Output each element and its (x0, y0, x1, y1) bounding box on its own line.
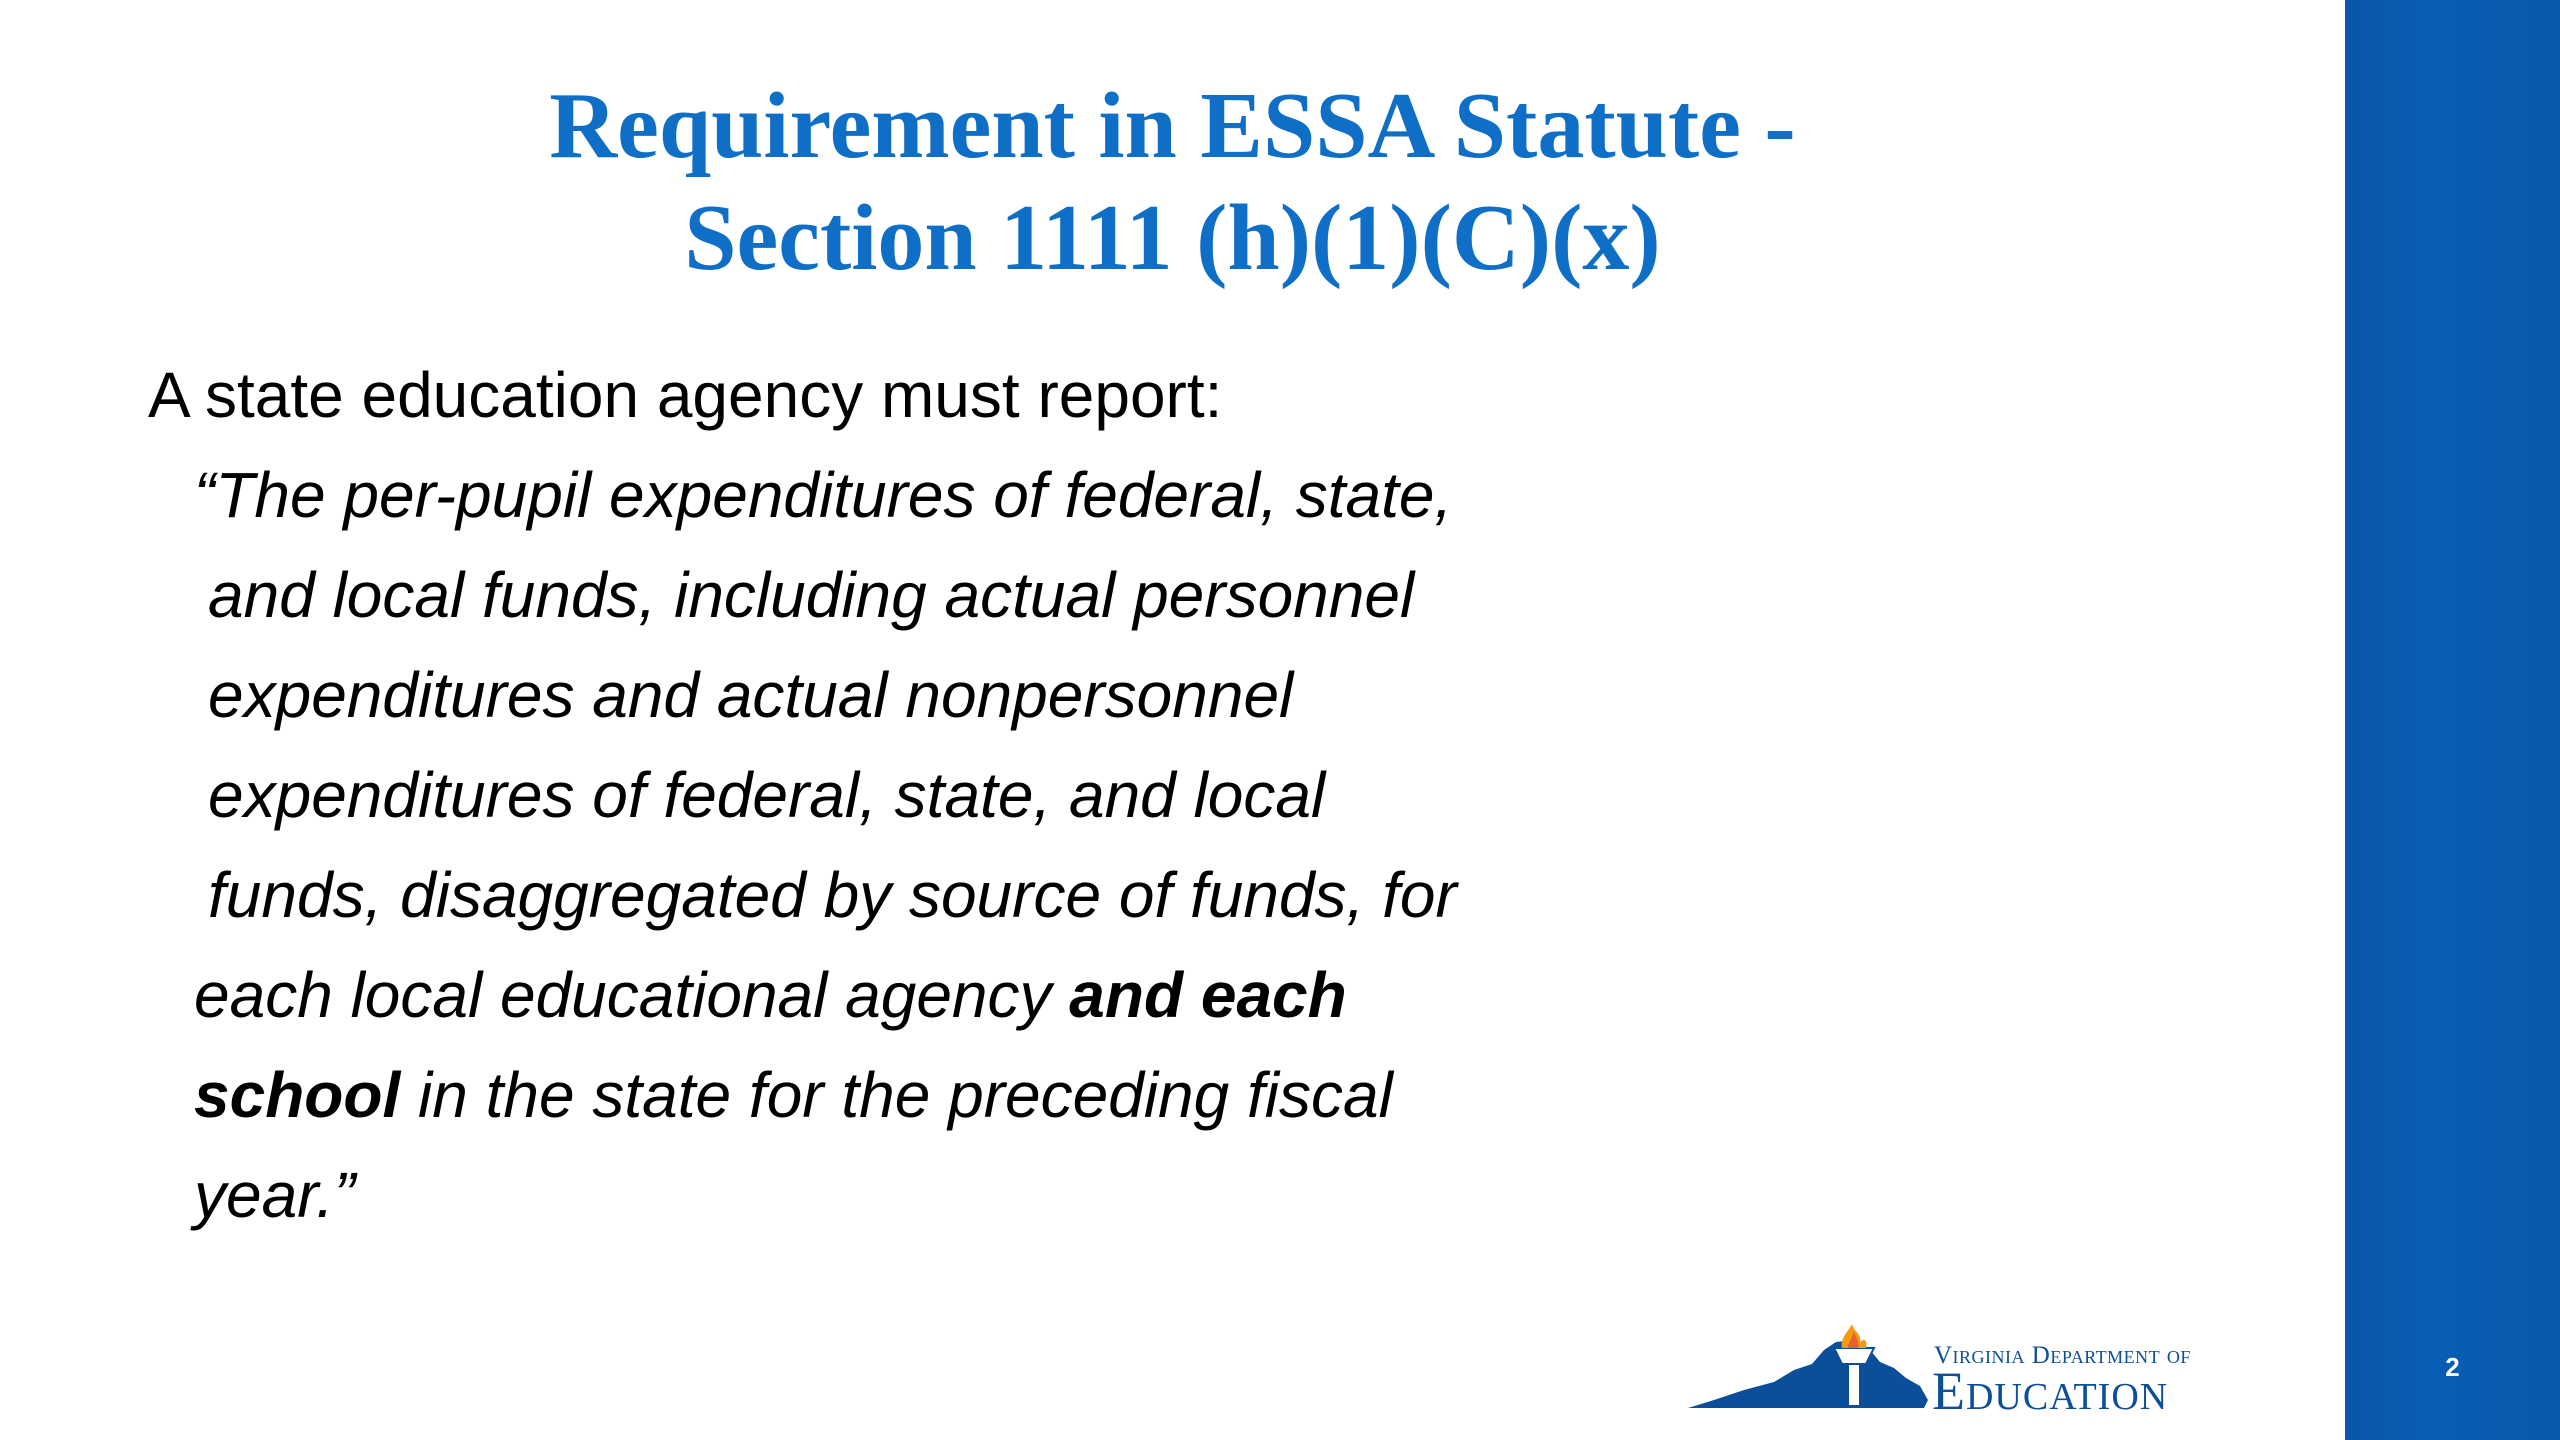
slide-title (0, 70, 2345, 294)
quote-line: expenditures of federal, state, and local (208, 759, 1326, 831)
blue-sidebar (2345, 0, 2560, 1440)
quote-emphasis: and each (1069, 959, 1347, 1031)
quote-line (194, 945, 1648, 1045)
page-number: 2 (2445, 1352, 2460, 1382)
slide-body (148, 345, 1648, 1245)
quote-text: in the state for the preceding fiscal (400, 1059, 1393, 1131)
virginia-torch-logo-icon (1684, 1320, 1934, 1410)
quote-line: year.” (194, 1159, 356, 1231)
intro-text: A state education agency must report: (148, 359, 1223, 431)
logo-text-top: Virginia Department of (1934, 1342, 2191, 1369)
statute-quote (148, 445, 1648, 1245)
quote-emphasis: school (194, 1059, 401, 1131)
quote-line: expenditures and actual nonpersonnel (208, 659, 1294, 731)
logo-text-bottom: Education (1932, 1361, 2169, 1421)
title-line-2: Section 1111 (h)(1)(C)(x) (684, 186, 1661, 290)
quote-line (194, 1045, 1648, 1145)
quote-text: each local educational agency (194, 959, 1070, 1031)
vdoe-logo (1684, 1320, 2324, 1421)
quote-line: “The per-pupil expenditures of federal, state, (194, 459, 1453, 531)
quote-line: funds, disaggregated by source of funds, for (208, 859, 1457, 931)
quote-line: and local funds, including actual personnel (208, 559, 1415, 631)
title-line-1: Requirement in ESSA Statute - (549, 74, 1796, 178)
